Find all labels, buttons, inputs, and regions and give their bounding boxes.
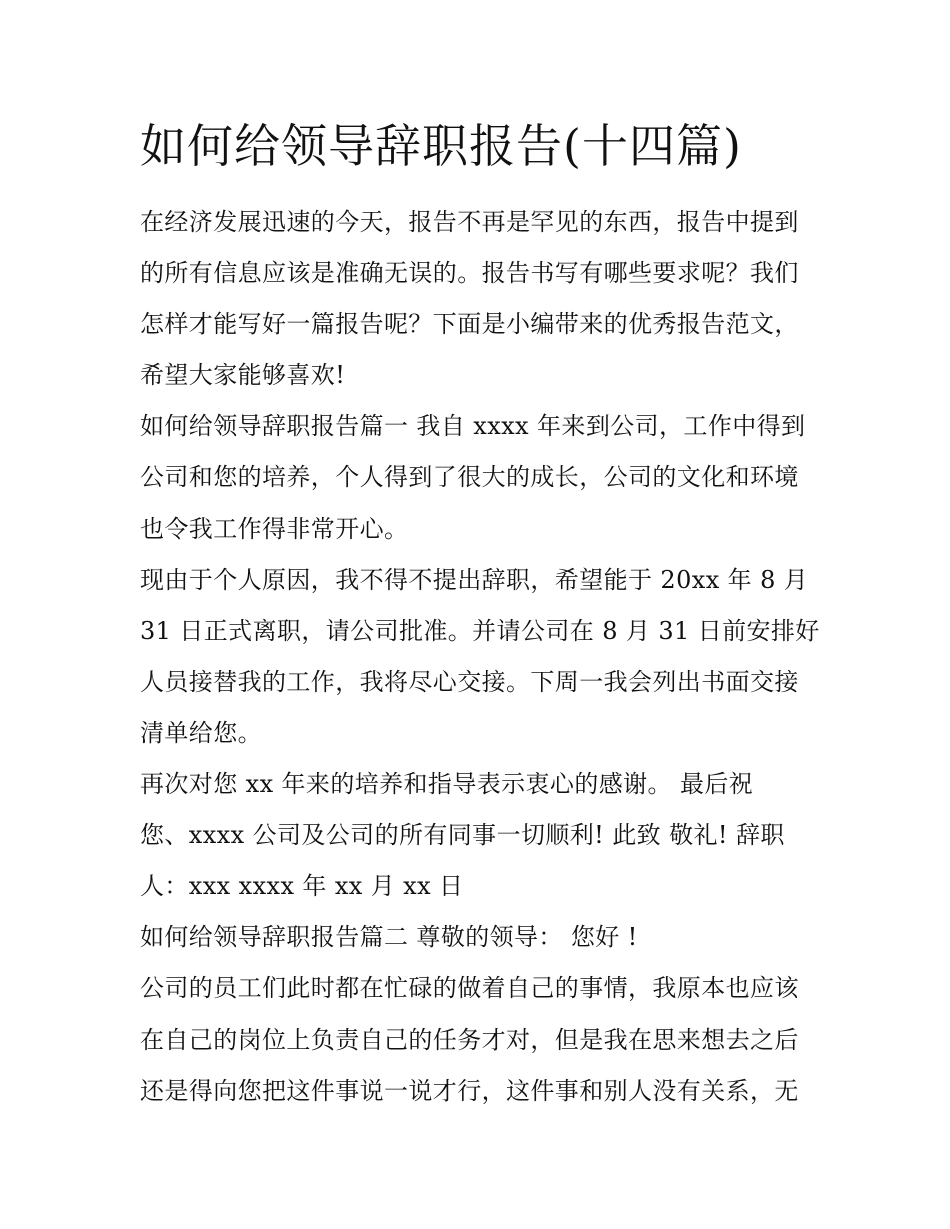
- text-line: 人：xxx xxxx 年 xx 月 xx 日: [140, 872, 464, 901]
- text-line: 再次对您 xx 年来的培养和指导表示衷心的感谢。 最后祝: [140, 770, 754, 799]
- text-line: 怎样才能写好一篇报告呢？下面是小编带来的优秀报告范文，: [140, 310, 799, 339]
- text-line: 的所有信息应该是准确无误的。报告书写有哪些要求呢？我们: [140, 259, 799, 288]
- text-line: 希望大家能够喜欢!: [140, 361, 346, 390]
- text-line: 如何给领导辞职报告篇一 我自 xxxx 年来到公司，工作中得到: [140, 412, 806, 441]
- text-line: 31 日正式离职，请公司批准。并请公司在 8 月 31 日前安排好: [140, 616, 820, 645]
- text-line: 还是得向您把这件事说一说才行，这件事和别人没有关系，无: [140, 1076, 799, 1105]
- text-line: 如何给领导辞职报告篇二 尊敬的领导： 您好 !: [140, 923, 638, 952]
- text-line: 人员接替我的工作，我将尽心交接。下周一我会列出书面交接: [140, 667, 799, 696]
- text-line: 公司的员工们此时都在忙碌的做着自己的事情，我原本也应该: [140, 974, 799, 1003]
- text-line: 公司和您的培养，个人得到了很大的成长，公司的文化和环境: [140, 463, 799, 492]
- text-line: 在自己的岗位上负责自己的任务才对，但是我在思来想去之后: [140, 1025, 799, 1054]
- text-line: 您、xxxx 公司及公司的所有同事一切顺利! 此致 敬礼! 辞职: [140, 821, 785, 850]
- document-title: 如何给领导辞职报告(十四篇): [140, 119, 742, 173]
- document-body: [140, 197, 820, 1117]
- text-line: 现由于个人原因，我不得不提出辞职，希望能于 20xx 年 8 月: [140, 565, 809, 594]
- text-line: 在经济发展迅速的今天，报告不再是罕见的东西，报告中提到: [140, 208, 799, 236]
- text-line: 清单给您。: [140, 718, 262, 747]
- text-line: 也令我工作得非常开心。: [140, 514, 409, 543]
